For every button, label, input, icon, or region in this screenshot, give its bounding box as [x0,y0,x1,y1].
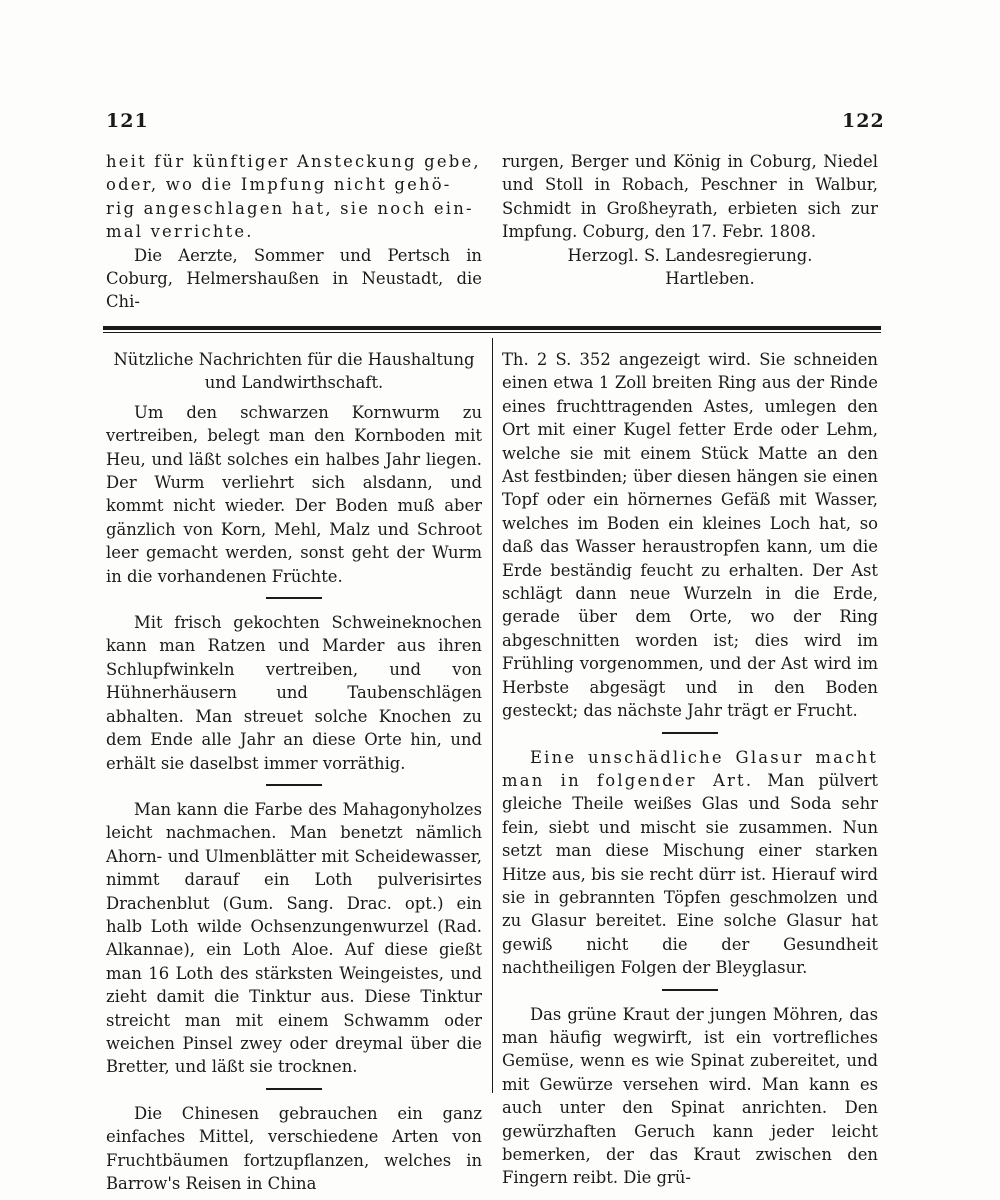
top-right-column [502,150,878,290]
physicians-paragraph: Die Aerzte, Sommer und Pertsch in Coburg, Helmershaußen in Neustadt, die Chi- [106,245,482,312]
glasur-paragraph [502,746,878,980]
glasur-text: Man pülvert gleiche Theile weißes Glas und Soda sehr fein, siebt und mischt sie zusammen. Nun setzt man diese Mischung einer starken Hitze aus, bis sie recht dürr ist. Hierauf wird sie in gebrannten Töpfen geschmolzen und zu Glasur bereitet. Eine solche Glasur hat gewiß nicht die der Gesundheit nachtheiligen Folgen der Bleyglasur. [502,770,878,978]
signature-authority: Herzogl. S. Landesregierung. [567,245,813,265]
section-rule-thin [103,332,881,333]
bottom-left-column [106,348,482,1195]
article-divider [266,1088,322,1090]
moehren-paragraph: Das grüne Kraut der jungen Möhren, das man häufig wegwirft, ist ein vortrefliches Gemüse, wenn es wie Spinat zubereitet, und mit Gewürze versehen wird. Man kann es auch unter den Spinat anrichten. Den gewürzhaften Geruch kann jeder leicht bemerken, der das Kraut zwischen den Fingern reibt. Die grü- [502,1004,878,1188]
notice-line-1: heit für künftiger Ansteckung gebe, [106,152,481,171]
section-heading-line-1: Nützliche Nachrichten für die Haushaltung [113,350,475,369]
section-rule-thick [103,326,881,330]
chinesen-paragraph: Die Chinesen gebrauchen ein ganz einfaches Mittel, verschiedene Arten von Fruchtbäumen fortzupflanzen, welches in Barrow's Reisen in China [106,1103,482,1193]
column-divider [492,338,493,1093]
mahagony-paragraph: Man kann die Farbe des Mahagonyholzes leicht nachmachen. Man benetzt nämlich Ahorn- und Ulmenblätter mit Scheidewasser, nimmt darauf ein Loth pulverisirtes Drachenblut (Gum. Sang. Drac. opt.) ein halb Loth wilde Ochsenzungenwurzel (Rad. Alkannae), ein Loth Aloe. Auf diese gießt man 16 Loth des stärksten Weingeistes, und zieht damit die Tinktur aus. Diese Tinktur streicht man mit einem Schwamm oder weichen Pinsel zwey oder dreymal über die Bretter, und läßt sie trocknen. [106,799,482,1077]
schweineknochen-paragraph: Mit frisch gekochten Schweineknochen kann man Ratzen und Marder aus ihren Schlupfwinkeln vertreiben, und von Hühnerhäusern und Taubenschlägen abhalten. Man streuet solche Knochen zu dem Ende alle Jahr an diese Orte hin, und erhält sie daselbst immer vorräthig. [106,613,482,773]
page-number-right: 122 [842,110,885,132]
article-divider [266,597,322,599]
notice-line-2: oder, wo die Impfung nicht gehö- [106,175,452,195]
notice-line-4: mal verrichte. [106,222,254,242]
article-divider [266,784,322,786]
signature-name: Hartleben. [665,269,755,289]
article-divider [662,989,718,991]
kornwurm-paragraph: Um den schwarzen Kornwurm zu vertreiben, belegt man den Kornboden mit Heu, und läßt solches ein halbes Jahr liegen. Der Wurm verliehrt sich alsdann, und kommt nicht wieder. Der Boden muß aber gänzlich von Korn, Mehl, Malz und Schroot leer gemacht werden, sonst geht der Wurm in die vorhandenen Früchte. [106,402,482,586]
top-left-column [106,150,482,314]
article-divider [662,732,718,734]
notice-line-3: rig angeschlagen hat, sie noch ein- [106,198,474,218]
section-heading [106,348,482,395]
bottom-right-column [502,348,878,1190]
section-heading-line-2: und Landwirthschaft. [204,373,384,393]
surgeons-paragraph: rurgen, Berger und König in Coburg, Niedel und Stoll in Robach, Peschner in Walbur, Schmidt in Großheyrath, erbieten sich zur Impfung. Coburg, den 17. Febr. 1808. [502,152,878,242]
fruchtbaeume-paragraph: Th. 2 S. 352 angezeigt wird. Sie schneiden einen etwa 1 Zoll breiten Ring aus der Rinde eines fruchttragenden Astes, umlegen den Ort mit einer Kugel fetter Erde oder Lehm, welche sie mit einem Stück Matte an den Ast festbinden; über diesen hängen sie einen Topf oder ein hörnernes Gefäß mit Wasser, welches im Boden ein kleines Loch hat, so daß das Wasser heraustropfen kann, um die Erde beständig feucht zu erhalten. Der Ast schlägt dann neue Wurzeln in die Erde, gerade über dem Orte, wo der Ring abgeschnitten worden ist; dies wird im Frühling vorgenommen, und der Ast wird im Herbste abgesägt und in den Boden gesteckt; das nächste Jahr trägt er Frucht. [502,350,878,721]
page-number-left: 121 [106,110,149,132]
glasur-lead: Eine unschädliche Glasur macht man in folgender Art. [502,747,878,790]
